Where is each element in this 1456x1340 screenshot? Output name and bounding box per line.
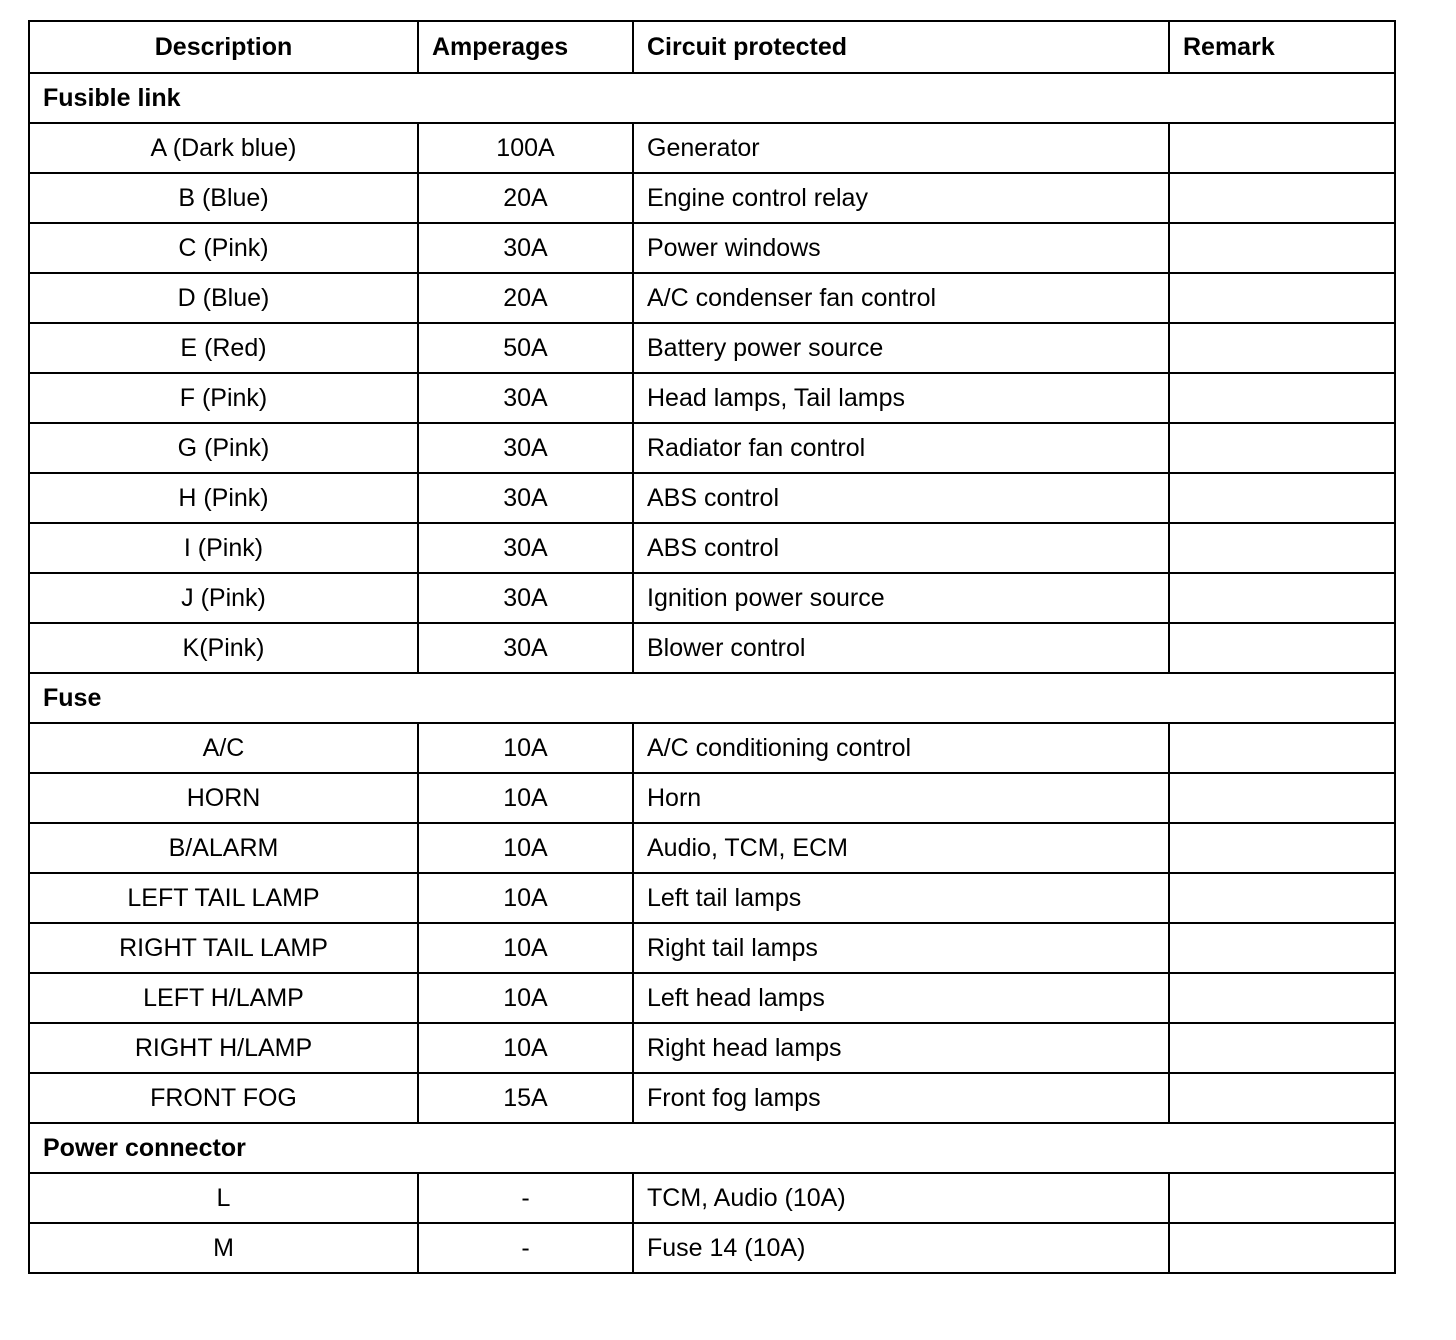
cell-description: FRONT FOG [29,1073,418,1123]
table-row [29,1173,1395,1223]
cell-amperage: 10A [418,1023,633,1073]
cell-circuit-protected: Blower control [633,623,1169,673]
cell-description: I (Pink) [29,523,418,573]
table-row [29,223,1395,273]
section-row-fusible-link [29,73,1395,123]
cell-remark [1169,1223,1395,1273]
cell-amperage: 50A [418,323,633,373]
table-row [29,173,1395,223]
table-row [29,973,1395,1023]
cell-amperage: 30A [418,223,633,273]
cell-circuit-protected: Generator [633,123,1169,173]
cell-amperage: 20A [418,273,633,323]
cell-circuit-protected: ABS control [633,473,1169,523]
cell-amperage: - [418,1223,633,1273]
fuse-table [28,20,1396,1274]
table-row [29,373,1395,423]
cell-remark [1169,573,1395,623]
cell-amperage: 10A [418,923,633,973]
cell-description: H (Pink) [29,473,418,523]
cell-amperage: 10A [418,723,633,773]
table-row [29,923,1395,973]
cell-amperage: 30A [418,623,633,673]
table-row [29,323,1395,373]
cell-amperage: 10A [418,773,633,823]
cell-circuit-protected: Fuse 14 (10A) [633,1223,1169,1273]
cell-description: HORN [29,773,418,823]
cell-description: RIGHT H/LAMP [29,1023,418,1073]
cell-remark [1169,623,1395,673]
section-title: Power connector [29,1123,1395,1173]
cell-description: A/C [29,723,418,773]
cell-remark [1169,423,1395,473]
cell-remark [1169,273,1395,323]
cell-circuit-protected: Right tail lamps [633,923,1169,973]
cell-circuit-protected: Left tail lamps [633,873,1169,923]
cell-remark [1169,223,1395,273]
cell-remark [1169,723,1395,773]
header-description: Description [29,21,418,73]
cell-description: LEFT H/LAMP [29,973,418,1023]
section-title: Fuse [29,673,1395,723]
section-row-fuse [29,673,1395,723]
cell-description: B (Blue) [29,173,418,223]
cell-amperage: 10A [418,823,633,873]
cell-remark [1169,473,1395,523]
section-title: Fusible link [29,73,1395,123]
cell-remark [1169,823,1395,873]
section-row-power-connector [29,1123,1395,1173]
table-row [29,123,1395,173]
cell-amperage: - [418,1173,633,1223]
header-circuit-protected: Circuit protected [633,21,1169,73]
cell-circuit-protected: ABS control [633,523,1169,573]
cell-remark [1169,773,1395,823]
cell-amperage: 100A [418,123,633,173]
table-row [29,723,1395,773]
cell-description: F (Pink) [29,373,418,423]
table-row [29,1073,1395,1123]
cell-circuit-protected: Engine control relay [633,173,1169,223]
cell-remark [1169,1073,1395,1123]
cell-remark [1169,1173,1395,1223]
table-row [29,823,1395,873]
cell-description: LEFT TAIL LAMP [29,873,418,923]
cell-description: M [29,1223,418,1273]
cell-circuit-protected: Battery power source [633,323,1169,373]
cell-amperage: 20A [418,173,633,223]
cell-remark [1169,873,1395,923]
table-row [29,623,1395,673]
table-row [29,1023,1395,1073]
cell-remark [1169,373,1395,423]
cell-amperage: 30A [418,373,633,423]
header-row [29,21,1395,73]
cell-amperage: 10A [418,873,633,923]
cell-circuit-protected: A/C conditioning control [633,723,1169,773]
cell-description: RIGHT TAIL LAMP [29,923,418,973]
table-row [29,1223,1395,1273]
cell-circuit-protected: Audio, TCM, ECM [633,823,1169,873]
cell-amperage: 30A [418,523,633,573]
cell-amperage: 30A [418,473,633,523]
table-row [29,423,1395,473]
table-row [29,773,1395,823]
header-amperages: Amperages [418,21,633,73]
cell-circuit-protected: Front fog lamps [633,1073,1169,1123]
cell-remark [1169,523,1395,573]
cell-circuit-protected: Ignition power source [633,573,1169,623]
cell-remark [1169,173,1395,223]
cell-remark [1169,973,1395,1023]
table-header [29,21,1395,73]
cell-description: G (Pink) [29,423,418,473]
table-row [29,873,1395,923]
cell-description: A (Dark blue) [29,123,418,173]
cell-remark [1169,923,1395,973]
cell-description: J (Pink) [29,573,418,623]
cell-description: B/ALARM [29,823,418,873]
cell-circuit-protected: Left head lamps [633,973,1169,1023]
table-row [29,473,1395,523]
cell-description: C (Pink) [29,223,418,273]
cell-remark [1169,1023,1395,1073]
header-remark: Remark [1169,21,1395,73]
cell-circuit-protected: Radiator fan control [633,423,1169,473]
cell-circuit-protected: Head lamps, Tail lamps [633,373,1169,423]
cell-circuit-protected: A/C condenser fan control [633,273,1169,323]
table-body [29,73,1395,1273]
cell-remark [1169,123,1395,173]
cell-circuit-protected: Horn [633,773,1169,823]
table-row [29,273,1395,323]
cell-description: D (Blue) [29,273,418,323]
cell-amperage: 30A [418,573,633,623]
cell-amperage: 15A [418,1073,633,1123]
cell-circuit-protected: TCM, Audio (10A) [633,1173,1169,1223]
table-row [29,523,1395,573]
cell-remark [1169,323,1395,373]
cell-circuit-protected: Right head lamps [633,1023,1169,1073]
table-row [29,573,1395,623]
cell-description: K(Pink) [29,623,418,673]
cell-description: L [29,1173,418,1223]
cell-amperage: 30A [418,423,633,473]
cell-description: E (Red) [29,323,418,373]
cell-circuit-protected: Power windows [633,223,1169,273]
cell-amperage: 10A [418,973,633,1023]
